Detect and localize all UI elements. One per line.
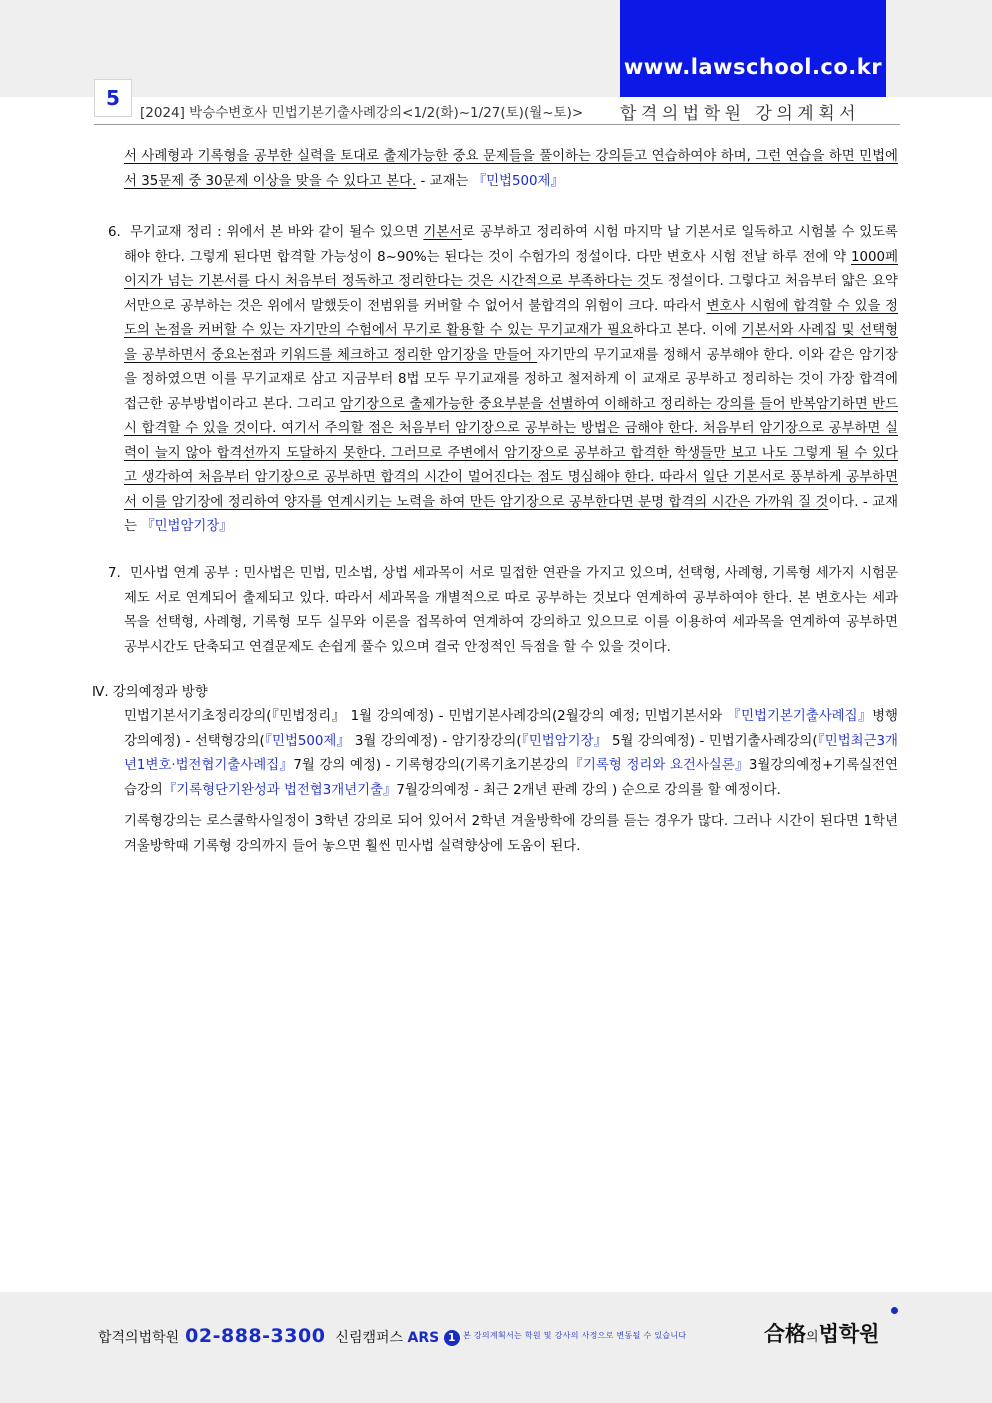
text: 자기만의 무기교재를 정해서 공부해야 한다. 이와 같은 암기장을 정하였으면 이를 무기교재로 삼고 지금부터 8법 모두 무기교재를 정하고 철저하게 이 교재로 공부하고 정리하는 것이 가장 합격에 접근한 공부방법이라고 본다. 그리고	[124, 347, 898, 412]
textbook-ref: 『민법암기장』	[141, 519, 233, 534]
underlined-text: 암기장으로 출제가능한 중요부분을 선별하여 이해하고 정리하는 강의를 들어 반복암기하면 반드시 합격할 수 있을 것이다. 여기서 주의할 점은 처음부터 암기장으로 공부하는 방법은 금해야 한다. 처음부터 암기장으로 공부하면 실력이 늘지 않아 합격선까지 도달하지 못한다. 그러므로 주변에서 암기장으로 공부하고 합격한 학생들만 보고 나도 그렇게 될 수 있다고 생각하여 처음부터 암기장으로 공부하면 합격의 시간이 멀어진다는 점도 명심해야 한다. 따라서 일단 기본서로 풍부하게 공부하면서 이를 암기장에 정리하여 양자를 연계시키는 노력을 하여 만든 암기장으로 공부한다면 분명 합격의 시간은 가까워 질 것	[124, 396, 899, 510]
text: 하다고 본다. 이에	[632, 323, 742, 338]
underlined-text: 변호사 시험에 합격할 수 있을 정도의 논점을 커버할 수 있는 자기만의 수험에서 무기로 활용할 수 있는 무기교재가 필요	[124, 298, 898, 338]
textbook-ref: 『기록형단기완성과 법전협3개년기출』	[162, 782, 397, 798]
text: 5월 강의예정) - 민법기출사례강의(	[607, 733, 818, 749]
section-4-note: 기록형강의는 로스쿨학사일정이 3학년 강의로 되어 있어서 2학년 겨울방학에 강의를 듣는 경우가 많다. 그러나 시간이 된다면 1학년 겨울방학때 기록형 강의까지 들어 놓으면 훨씬 민사법 실력향상에 도움이 된다.	[124, 814, 898, 854]
text: 3월 강의예정) - 암기장강의(	[350, 733, 522, 749]
textbook-ref: 『기록형 정리와 요건사실론』	[568, 758, 749, 773]
textbook-ref: 『민법최근3개년1변호·법전협기출사례집』	[124, 733, 898, 773]
header-divider	[94, 124, 900, 125]
text: - 교재는	[416, 173, 473, 189]
logo-dot-icon	[891, 1307, 898, 1314]
section-4-schedule	[124, 705, 898, 803]
website-url[interactable]: www.lawschool.co.kr	[623, 55, 883, 79]
underlined-text: 서 사례형과 기록형을 공부한 실력을 토대로 출제가능한 중요 문제들을 풀이하는 강의듣고 연습하여야 하며, 그런 연습을 하면 민법에서 35문제 중 30문제 이상을 맞을 수 있다고 본다.	[124, 149, 898, 189]
text: 로 공부하고 정리하여 시험 마지막 날 기본서로 일독하고 시험볼 수 있도록 해야 한다. 그렇게 된다면 합격할 가능성이 8~90%는 된다는 것이 수험가의 정설이다. 다만 변호사 시험 전날 하루 전에 약	[124, 225, 898, 265]
underlined-text: 기본서	[423, 225, 463, 240]
textbook-ref: 『민법암기장』	[521, 733, 608, 749]
footer-campus: 신림캠퍼스	[335, 1330, 404, 1346]
section-6-text	[124, 221, 898, 540]
text: 7월강의예정 - 최근 2개년 판례 강의 ) 순으로 강의를 할 예정이다.	[396, 782, 781, 798]
underlined-text: 1000페이지가 넘는 기본서를 다시 처음부터 정독하고 정리한다는 것은 시간적으로 부족하다는 것	[124, 249, 898, 289]
footer-notice: 본 강의계획서는 학원 및 강사의 사정으로 변동될 수 있습니다	[463, 1331, 687, 1340]
logo-main: 合格	[764, 1322, 806, 1346]
text: 민법기본서기초정리강의(『민법정리』 1월 강의예정) - 민법기본사례강의(2월강의 예정; 민법기본서와	[124, 709, 728, 724]
website-banner[interactable]	[620, 0, 886, 97]
text: 병행강의예정) - 선택형강의(	[124, 709, 898, 749]
textbook-ref: 『민법500제』	[264, 733, 351, 749]
logo-mid: 의	[806, 1330, 819, 1345]
logo-end: 법학원	[818, 1322, 880, 1346]
underlined-text: 기본서와 사례집 및 선택형을 공부하면서 중요논점과 키워드를 체크하고 정리한 암기장을 만들어	[124, 323, 899, 363]
ars-number-icon: 1	[444, 1330, 460, 1346]
text: 도 정설이다. 그렇다고 처음부터 얇은 요약서만으로 공부하는 것은 위에서 말했듯이 전범위를 커버할 수 없어서 불합격의 위험이 크다. 따라서	[124, 274, 898, 314]
text: 무기교재 정리 : 위에서 본 바와 같이 될수 있으면	[130, 225, 424, 240]
textbook-ref: 『민법500제』	[472, 173, 564, 189]
text: 이다. - 교재는	[124, 494, 899, 534]
footer-logo[interactable]	[764, 1318, 879, 1348]
footer-ars: ARS	[407, 1330, 440, 1346]
section-7-number: 7.	[108, 566, 121, 581]
footer-phone[interactable]: 02-888-3300	[185, 1325, 326, 1347]
footer-contact	[98, 1325, 460, 1347]
course-title: [2024] 박승수변호사 민법기본기출사례강의<1/2(화)~1/27(토)(월~토)>	[140, 105, 584, 121]
text: 3월강의예정+기록실전연습강의	[124, 758, 898, 798]
paragraph-continuation	[124, 145, 898, 194]
textbook-ref: 『민법기본기출사례집』	[727, 709, 873, 724]
page-number: 5	[94, 79, 132, 117]
plan-title: 합격의법학원 강의계획서	[620, 104, 861, 124]
text: 7월 강의 예정) - 기록형강의(기록기초기본강의	[293, 758, 569, 773]
section-6-number: 6.	[108, 225, 121, 240]
footer-school: 합격의법학원	[98, 1330, 180, 1346]
section-4-heading: Ⅳ. 강의예정과 방향	[92, 685, 208, 700]
section-7-text: 민사법 연계 공부 : 민사법은 민법, 민소법, 상법 세과목이 서로 밀접한 연관을 가지고 있으며, 선택형, 사례형, 기록형 세가지 시험문제도 서로 연계되어 출제되고 있다. 따라서 세과목을 개별적으로 따로 공부하는 것보다 연계하여 공부하여야 한다. 본 변호사는 세과목을 선택형, 사례형, 기록형 모두 실무와 이론을 접목하여 연계하여 강의하고 있으므로 이를 이용하여 세과목을 연계하여 공부하면 공부시간도 단축되고 연결문제도 손쉽게 풀수 있으며 결국 안정적인 득점을 할 수 있을 것이다.	[124, 566, 898, 655]
